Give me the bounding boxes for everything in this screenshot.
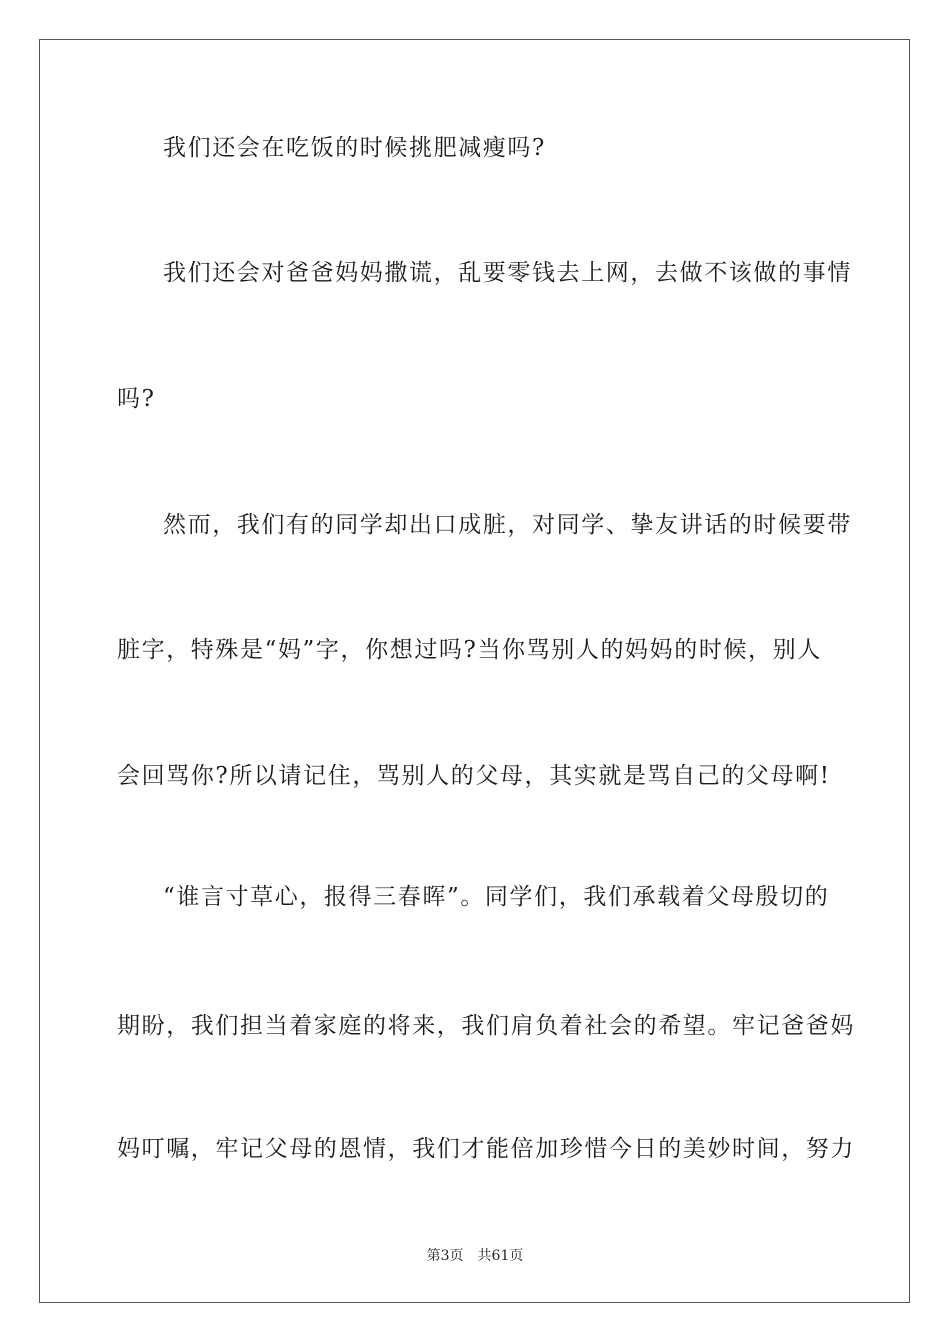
paragraph-line-5: 脏字，特殊是“妈”字，你想过吗?当你骂别人的妈妈的时候，别人	[117, 637, 822, 663]
page-number: 第3页	[426, 1248, 464, 1264]
paragraph-line-8: 期盼，我们担当着家庭的将来，我们肩负着社会的希望。牢记爸爸妈	[117, 1013, 855, 1039]
paragraph-line-1: 我们还会在吃饭的时候挑肥减瘦吗?	[163, 135, 546, 161]
page-footer	[0, 1247, 950, 1265]
paragraph-line-2: 我们还会对爸爸妈妈撒谎，乱要零钱去上网，去做不该做的事情	[163, 260, 852, 286]
paragraph-line-4: 然而，我们有的同学却出口成脏，对同学、挚友讲话的时候要带	[163, 512, 852, 538]
page-border	[39, 39, 910, 1303]
paragraph-line-7: “谁言寸草心，报得三春晖”。同学们，我们承载着父母殷切的	[163, 884, 830, 910]
page-total: 共61页	[477, 1248, 524, 1264]
paragraph-line-9: 妈叮嘱，牢记父母的恩情，我们才能倍加珍惜今日的美妙时间，努力	[117, 1136, 855, 1162]
paragraph-line-6: 会回骂你?所以请记住，骂别人的父母，其实就是骂自己的父母啊!	[117, 763, 831, 789]
paragraph-line-3: 吗?	[117, 386, 156, 412]
